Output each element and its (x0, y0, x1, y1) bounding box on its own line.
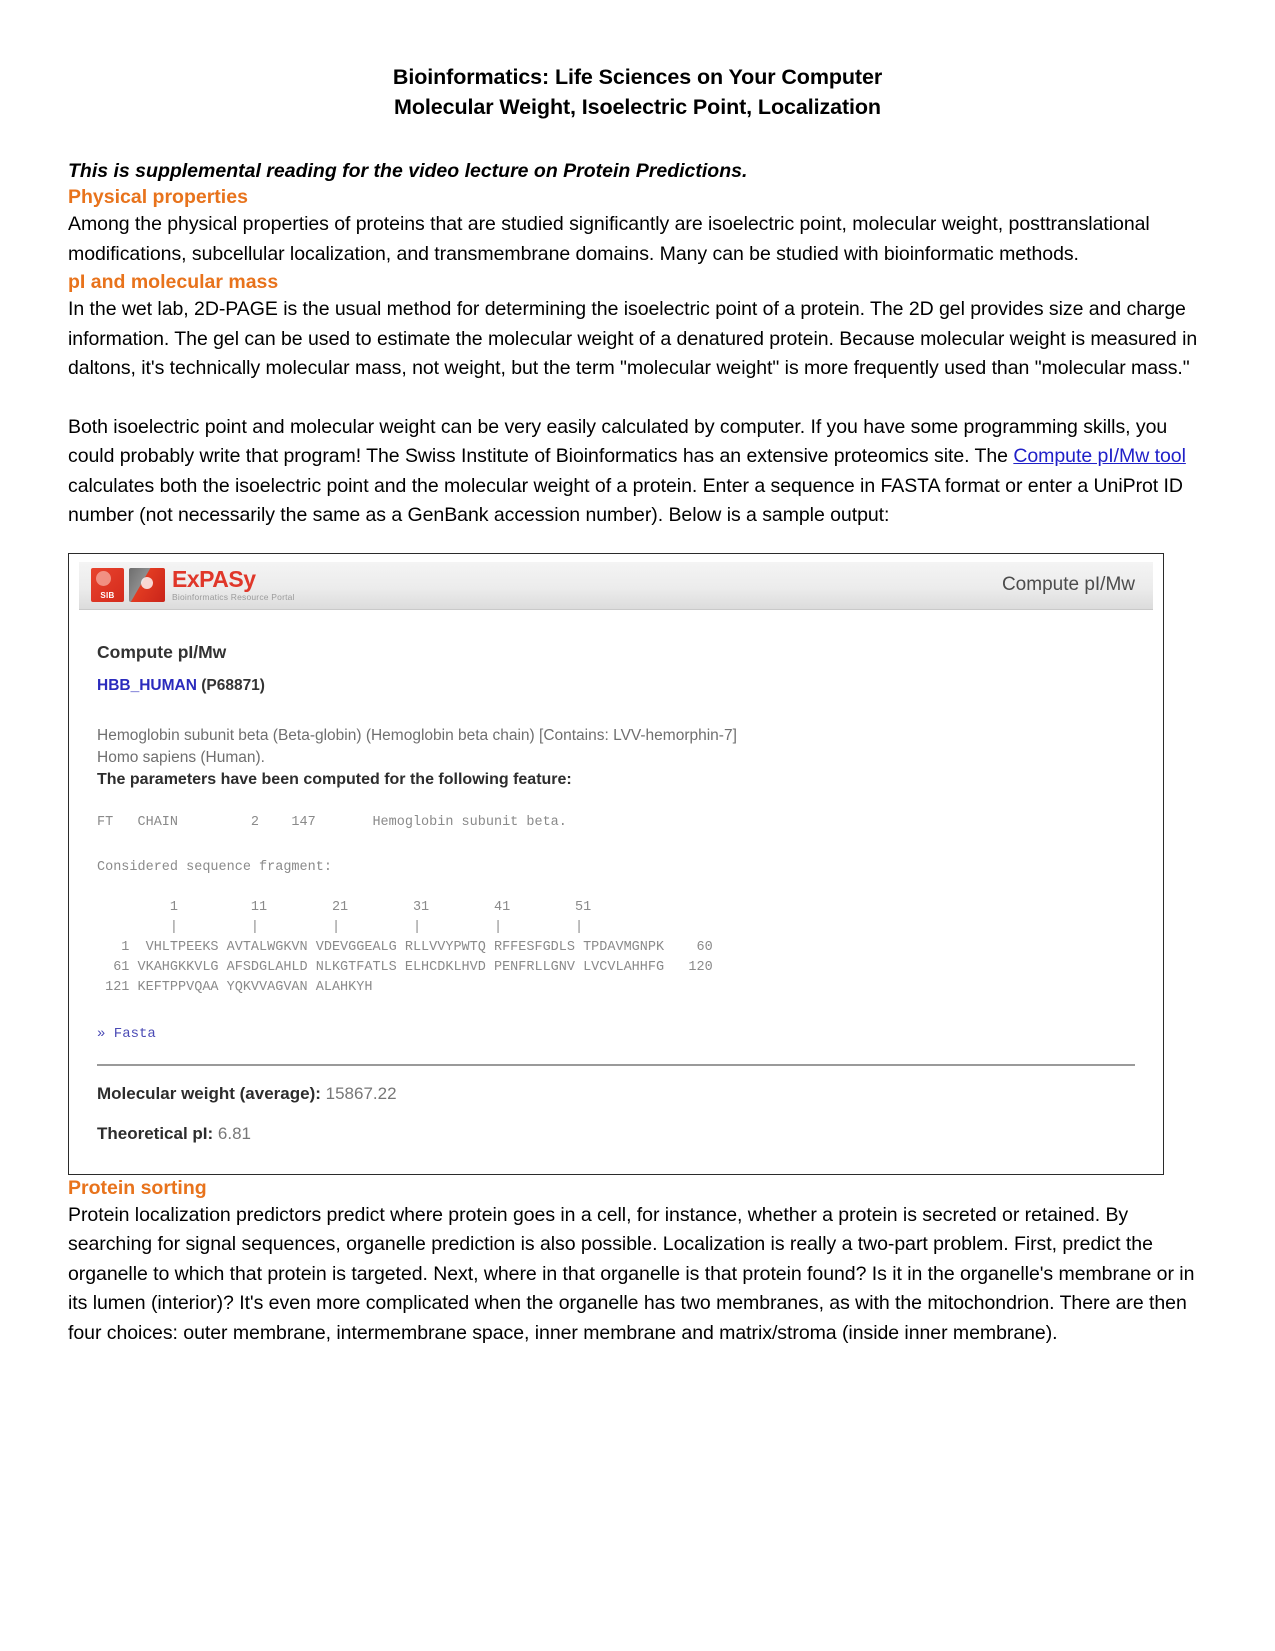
compute-pi-mw-panel-title: Compute pI/Mw (97, 641, 227, 662)
sequence-ruler-ticks: | | | | | | (97, 919, 584, 935)
expasy-screenshot-figure (68, 553, 1164, 1175)
expasy-logo-icon (129, 568, 165, 602)
molecular-weight-label: Molecular weight (average): (97, 1083, 321, 1103)
feature-table-line: FT CHAIN 2 147 Hemoglobin subunit beta. (97, 814, 567, 830)
sib-logo-icon (91, 568, 124, 602)
theoretical-pi-label: Theoretical pI: (97, 1123, 214, 1143)
sib-logo-blob (96, 571, 111, 586)
protein-entry-name-link[interactable]: HBB_HUMAN (97, 676, 197, 694)
expasy-brand (91, 568, 295, 602)
heading-protein-sorting: Protein sorting (68, 1176, 207, 1199)
expasy-site-header (79, 562, 1153, 610)
paragraph-pi-mass-1: In the wet lab, 2D-PAGE is the usual method for determining the isoelectric point of a protein. The 2D gel provides size and charge information. The gel can be used to estimate the molecular weight of a denatured protein. Because molecular weight is measured in daltons, it's technically molecular mass, not weight, but the term "molecular weight" is more frequently used than "molecular mass." (68, 298, 1198, 379)
paragraph-pi-mass-2-post: calculates both the isoelectric point and the molecular weight of a protein. Enter a sequence in FASTA format or enter a UniProt ID number (not necessarily the same as a GenBank accession number). Below is a sample output: (68, 474, 1183, 526)
results-divider (97, 1064, 1135, 1066)
molecular-weight-row (97, 1084, 1135, 1104)
protein-accession-number: (P68871) (201, 676, 265, 694)
fasta-link[interactable]: » Fasta (97, 1025, 156, 1042)
theoretical-pi-row (97, 1124, 1135, 1144)
theoretical-pi-value: 6.81 (217, 1123, 252, 1143)
expasy-tool-name: Compute pI/Mw (1001, 574, 1135, 595)
paragraph-physical-properties: Among the physical properties of proteins that are studied significantly are isoelectric point, molecular weight, posttranslational modifications, subcellular localization, and transmembrane domains. Many can be studied with bioinformatic methods. (68, 213, 1150, 265)
expasy-result-body (79, 642, 1153, 1144)
expasy-wordmark (172, 568, 295, 602)
compute-pi-mw-tool-link[interactable]: Compute pI/Mw tool (1013, 445, 1186, 467)
considered-fragment-label: Considered sequence fragment: (97, 859, 332, 875)
paragraph-pi-mass-2-pre: Both isoelectric point and molecular weight can be very easily calculated by computer. If you have some programming skills, you could probably write that program! The Swiss Institute of Bioinformatics has an extensive proteomics site. The (68, 415, 1168, 467)
protein-description-line-1: Hemoglobin subunit beta (Beta-globin) (Hemoglobin beta chain) [Contains: LVV-hemorphin-7] (97, 726, 737, 744)
title-line-2: Molecular Weight, Isoelectric Point, Localization (394, 95, 881, 119)
paragraph-pi-mass-2 (68, 413, 1207, 531)
protein-description-block (97, 725, 1135, 791)
heading-physical-properties: Physical properties (68, 186, 248, 208)
protein-description-line-2: Homo sapiens (Human). (97, 748, 265, 766)
expasy-brand-name: ExPASy (172, 566, 256, 593)
sequence-line: 121 KEFTPPVQAA YQKVVAGVAN ALAHKYH (97, 979, 373, 995)
protein-accession-line (97, 677, 1135, 695)
expasy-screenshot-inner (69, 554, 1163, 1174)
paragraph-protein-sorting: Protein localization predictors predict where protein goes in a cell, for instance, whether a protein is secreted or retained. By searching for signal sequences, organelle prediction is also possible. Localization is really a two-part problem. First, predict the organelle to which that protein is targeted. Next, where in that organelle is that protein found? Is it in the organelle's membrane or in its lumen (interior)? It's even more complicated when the organelle has two membranes, as with the mitochondrion. There are then four choices: outer membrane, intermembrane space, inner membrane and matrix/stroma (inside inner membrane). (68, 1203, 1195, 1344)
sequence-line: 61 VKAHGKKVLG AFSDGLAHLD NLKGTFATLS ELHCDKLHVD PENFRLLGNV LVCVLAHHFG 120 (97, 959, 713, 975)
page-title (68, 62, 1207, 122)
intro-note: This is supplemental reading for the video lecture on Protein Predictions. (68, 160, 748, 182)
heading-pi-and-molecular-mass: pI and molecular mass (68, 271, 279, 293)
sib-logo-label: SIB (100, 591, 115, 600)
expasy-logo-dot (141, 577, 153, 589)
parameters-computed-note: The parameters have been computed for the following feature: (97, 770, 572, 788)
expasy-brand-tagline: Bioinformatics Resource Portal (172, 592, 295, 603)
sequence-ruler-numbers: 1 11 21 31 41 51 (97, 899, 592, 915)
title-line-1: Bioinformatics: Life Sciences on Your Computer (392, 65, 883, 89)
sequence-line: 1 VHLTPEEKS AVTALWGKVN VDEVGGEALG RLLVVYPWTQ RFFESFGDLS TPDAVMGNPK 60 (97, 939, 713, 955)
molecular-weight-value: 15867.22 (325, 1083, 397, 1103)
